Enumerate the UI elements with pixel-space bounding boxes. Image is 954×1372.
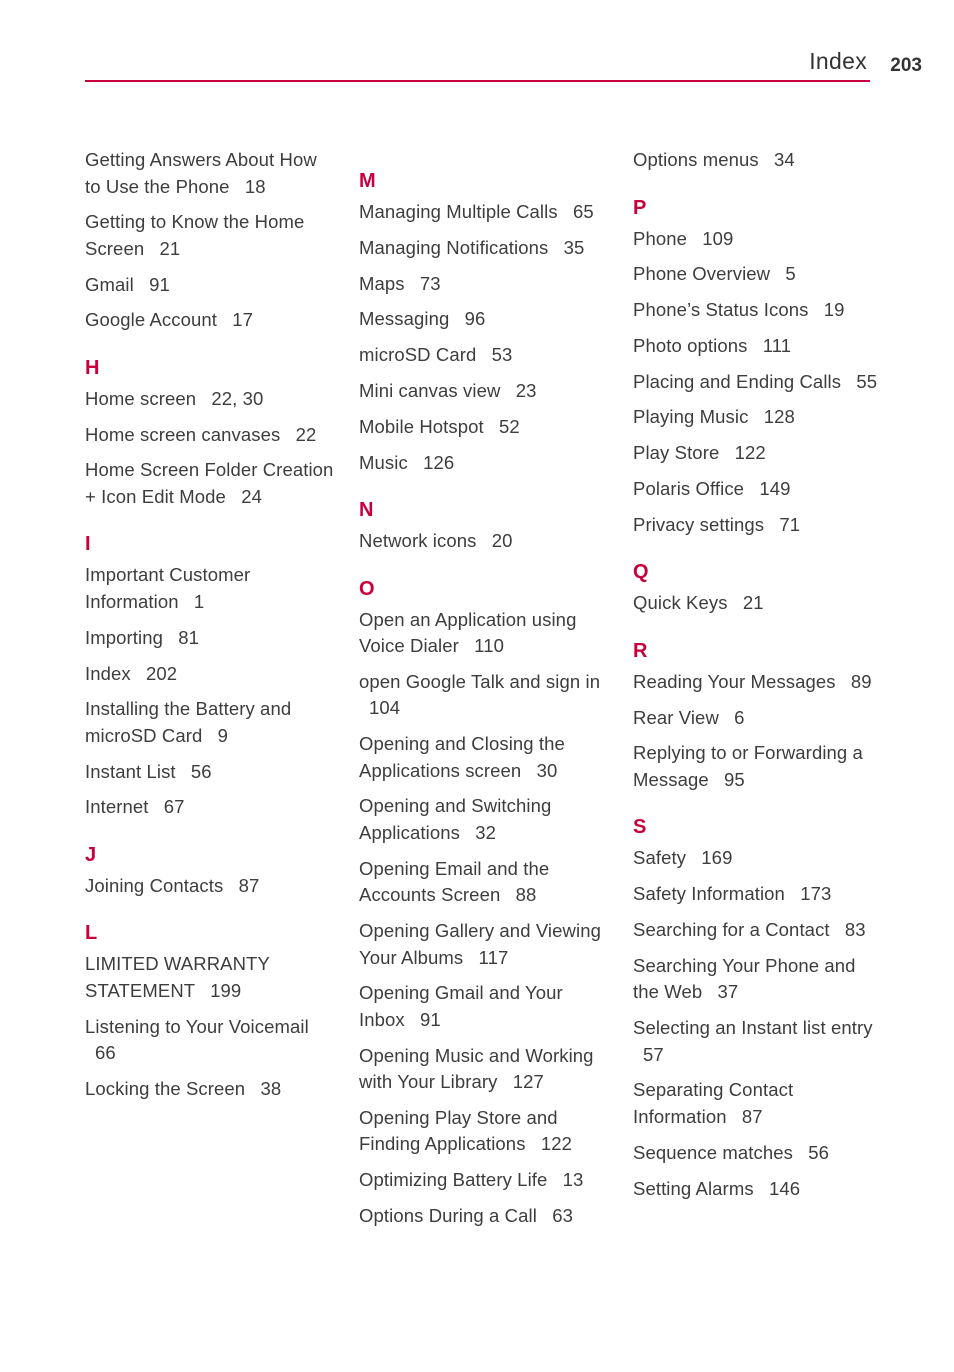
entry-text: Music	[359, 451, 408, 473]
index-entry	[359, 980, 609, 1033]
entry-text: Phone Overview	[633, 263, 771, 285]
entry-page: 173	[800, 883, 832, 905]
index-entry	[359, 669, 609, 722]
index-entry	[633, 512, 878, 539]
entry-page: 66	[95, 1042, 116, 1064]
index-entry	[633, 226, 878, 253]
section-letter: L	[85, 922, 98, 945]
index-entry	[359, 342, 609, 369]
index-entry	[359, 918, 609, 971]
entry-text: Phone’s Status Icons	[633, 299, 809, 321]
section-letter: O	[359, 577, 375, 600]
page-number: 203	[890, 55, 922, 76]
index-entry	[359, 271, 609, 298]
entry-page: 30	[536, 759, 558, 781]
entry-page: 55	[856, 370, 878, 392]
section-letter: N	[359, 499, 374, 522]
entry-text: Play Store	[633, 442, 720, 464]
index-group	[633, 196, 878, 539]
index-entry	[85, 951, 335, 1004]
entry-page: 34	[773, 149, 795, 170]
entry-text: Opening Gmail and Your Inbox	[359, 982, 563, 1030]
index-entry	[85, 457, 335, 510]
entry-text: Quick Keys	[633, 592, 728, 614]
index-entry	[85, 422, 335, 449]
index-entry	[633, 669, 878, 696]
index-entry	[633, 404, 878, 431]
entry-text: Maps	[359, 272, 405, 294]
index-group	[633, 815, 878, 1202]
entry-page: 127	[512, 1071, 544, 1093]
entry-page: 67	[163, 796, 185, 818]
index-entry	[633, 297, 878, 324]
entry-page: 65	[572, 201, 594, 222]
entry-text: Home screen	[85, 387, 197, 409]
entry-page: 13	[562, 1169, 584, 1191]
entry-text: Network icons	[359, 530, 477, 552]
entry-page: 24	[241, 485, 262, 507]
index-entry	[633, 953, 878, 1006]
entry-page: 104	[369, 697, 401, 719]
index-group	[85, 147, 335, 334]
entry-text: Separating Contact Information	[633, 1079, 794, 1127]
entry-page: 32	[475, 821, 496, 843]
entry-page: 111	[762, 334, 792, 356]
entry-text: Optimizing Battery Life	[359, 1169, 548, 1191]
index-entry	[633, 1077, 878, 1130]
entry-page: 56	[808, 1141, 830, 1163]
entry-text: Searching Your Phone and the Web	[633, 954, 856, 1003]
entry-page: 202	[146, 662, 178, 684]
entry-text: microSD Card	[359, 344, 477, 366]
index-entry	[359, 793, 609, 846]
entry-text: Opening Gallery and Viewing Your Albums	[359, 920, 601, 968]
entry-page: 117	[478, 946, 509, 968]
entry-text: Listening to Your Voicemail	[85, 1015, 309, 1037]
entry-page: 95	[724, 768, 745, 790]
entry-text: Replying to or Forwarding a Message	[633, 742, 863, 790]
entry-text: Photo options	[633, 334, 748, 356]
entry-page: 21	[159, 237, 181, 259]
index-entry	[359, 1203, 609, 1230]
entry-text: Index	[85, 662, 131, 684]
entry-page: 22, 30	[211, 387, 264, 409]
index-group	[85, 843, 335, 900]
index-entry	[85, 386, 335, 413]
index-entry	[85, 147, 335, 200]
index-entry	[359, 306, 609, 333]
entry-page: 57	[643, 1043, 664, 1065]
index-entry	[85, 209, 335, 262]
index-entry	[359, 528, 609, 555]
entry-text: Opening Play Store and Finding Applications	[359, 1106, 558, 1155]
index-entry	[633, 261, 878, 288]
entry-page: 20	[491, 530, 513, 552]
entry-text: Getting Answers About How to Use the Phone	[85, 149, 317, 197]
index-entry	[85, 307, 335, 334]
entry-text: Importing	[85, 626, 164, 648]
entry-text: Instant List	[85, 760, 176, 782]
entry-text: Installing the Battery and microSD Card	[85, 698, 292, 746]
entry-page: 71	[779, 513, 801, 535]
index-entry	[633, 845, 878, 872]
entry-page: 37	[717, 981, 739, 1003]
entry-text: Managing Notifications	[359, 236, 549, 258]
entry-page: 18	[244, 175, 266, 197]
entry-page: 22	[295, 423, 317, 445]
entry-page: 126	[423, 451, 455, 473]
index-column-2	[359, 147, 609, 1239]
entry-page: 91	[149, 273, 170, 295]
index-entry	[85, 794, 335, 821]
section-letter: S	[633, 816, 647, 839]
index-entry	[633, 881, 878, 908]
index-entry	[85, 759, 335, 786]
entry-text: Opening and Closing the Applications screen	[359, 733, 565, 781]
index-entry	[633, 1015, 878, 1068]
entry-page: 17	[232, 309, 254, 331]
index-group	[633, 560, 878, 617]
entry-text: Mini canvas view	[359, 379, 501, 401]
index-group	[359, 498, 609, 555]
index-entry	[85, 562, 335, 615]
entry-text: Home screen canvases	[85, 423, 281, 445]
section-letter: H	[85, 356, 100, 379]
index-entry	[359, 607, 609, 660]
entry-text: Options menus	[633, 149, 759, 170]
entry-page: 6	[734, 706, 745, 728]
entry-text: Safety Information	[633, 883, 785, 905]
entry-page: 19	[823, 299, 845, 321]
entry-text: Reading Your Messages	[633, 670, 836, 692]
entry-page: 87	[741, 1105, 763, 1127]
index-entry	[359, 731, 609, 784]
index-column-1	[85, 147, 335, 1112]
entry-text: Playing Music	[633, 406, 749, 428]
section-letter: J	[85, 843, 97, 866]
section-letter: M	[359, 170, 376, 192]
entry-page: 199	[210, 979, 242, 1001]
section-letter: Q	[633, 561, 649, 584]
entry-page: 88	[515, 884, 537, 906]
entry-text: Important Customer Information	[85, 564, 251, 612]
entry-page: 122	[734, 442, 766, 464]
index-group	[359, 577, 609, 1230]
entry-text: Messaging	[359, 308, 450, 330]
index-entry	[633, 1140, 878, 1167]
index-entry	[633, 590, 878, 617]
section-letter: P	[633, 196, 647, 219]
entry-page: 38	[260, 1078, 282, 1100]
entry-page: 89	[850, 670, 872, 692]
index-group	[85, 532, 335, 820]
index-entry	[85, 1076, 335, 1103]
entry-page: 109	[702, 227, 734, 249]
entry-page: 146	[768, 1177, 801, 1199]
entry-page: 63	[552, 1205, 573, 1227]
entry-text: Joining Contacts	[85, 874, 224, 896]
entry-text: Google Account	[85, 309, 218, 331]
index-entry	[633, 917, 878, 944]
entry-text: Managing Multiple Calls	[359, 201, 558, 222]
entry-text: Phone	[633, 227, 687, 249]
entry-text: Setting Alarms	[633, 1177, 754, 1199]
index-entry	[633, 333, 878, 360]
entry-text: Safety	[633, 847, 687, 869]
entry-page: 56	[190, 760, 212, 782]
entry-text: open Google Talk and sign in	[359, 670, 601, 692]
index-group	[633, 639, 878, 794]
index-entry	[85, 661, 335, 688]
entry-page: 35	[563, 236, 585, 258]
entry-page: 169	[701, 847, 733, 869]
entry-text: Opening Email and the Accounts Screen	[359, 857, 550, 906]
entry-text: Mobile Hotspot	[359, 415, 484, 437]
entry-page: 1	[193, 590, 205, 612]
entry-page: 53	[491, 344, 513, 366]
index-entry	[359, 235, 609, 262]
entry-text: Placing and Ending Calls	[633, 370, 842, 392]
index-entry	[633, 369, 878, 396]
index-entry	[633, 440, 878, 467]
entry-page: 81	[178, 626, 200, 648]
section-letter: I	[85, 533, 91, 556]
index-column-3	[633, 147, 878, 1211]
entry-text: Polaris Office	[633, 478, 745, 500]
entry-text: LIMITED WARRANTY STATEMENT	[85, 953, 270, 1001]
section-letter: R	[633, 639, 648, 662]
entry-text: Getting to Know the Home Screen	[85, 211, 305, 259]
entry-text: Home Screen Folder Creation + Icon Edit Mode	[85, 459, 334, 507]
entry-text: Rear View	[633, 706, 719, 728]
entry-page: 149	[759, 478, 791, 500]
entry-page: 87	[238, 874, 260, 896]
index-entry	[85, 625, 335, 652]
entry-text: Searching for a Contact	[633, 919, 830, 941]
entry-page: 5	[785, 263, 796, 285]
index-entry	[633, 147, 878, 174]
index-entry	[633, 1176, 878, 1203]
index-entry	[85, 272, 335, 299]
entry-page: 91	[420, 1008, 441, 1030]
entry-page: 83	[844, 919, 866, 941]
header-divider	[85, 80, 870, 82]
index-entry	[359, 199, 609, 226]
entry-page: 96	[464, 308, 486, 330]
index-entry	[359, 856, 609, 909]
entry-text: Privacy settings	[633, 513, 765, 535]
index-entry	[359, 450, 609, 477]
index-entry	[85, 873, 335, 900]
entry-page: 23	[515, 379, 537, 401]
entry-page: 9	[217, 724, 228, 746]
entry-page: 128	[763, 406, 795, 428]
entry-text: Gmail	[85, 273, 134, 295]
index-entry	[359, 1167, 609, 1194]
index-entry	[359, 414, 609, 441]
index-group	[85, 356, 335, 511]
entry-page: 122	[540, 1133, 572, 1155]
entry-text: Locking the Screen	[85, 1078, 246, 1100]
entry-page: 52	[499, 415, 520, 437]
page-title: Index	[809, 48, 867, 74]
entry-text: Open an Application using Voice Dialer	[359, 608, 577, 657]
index-group	[359, 169, 609, 476]
index-entry	[359, 1043, 609, 1096]
entry-text: Selecting an Instant list entry	[633, 1017, 873, 1039]
entry-page: 21	[742, 592, 764, 614]
index-entry	[633, 740, 878, 793]
entry-text: Internet	[85, 796, 149, 818]
index-group	[633, 147, 878, 174]
entry-text: Sequence matches	[633, 1141, 793, 1163]
entry-page: 73	[419, 272, 441, 294]
index-entry	[359, 378, 609, 405]
index-group	[85, 921, 335, 1102]
entry-text: Opening Music and Working with Your Library	[359, 1044, 594, 1093]
entry-text: Opening and Switching Applications	[359, 795, 552, 843]
index-entry	[633, 705, 878, 732]
entry-page: 110	[474, 635, 504, 657]
index-entry	[359, 1105, 609, 1158]
entry-text: Options During a Call	[359, 1205, 537, 1227]
index-entry	[85, 1014, 335, 1067]
index-entry	[633, 476, 878, 503]
index-entry	[85, 696, 335, 749]
